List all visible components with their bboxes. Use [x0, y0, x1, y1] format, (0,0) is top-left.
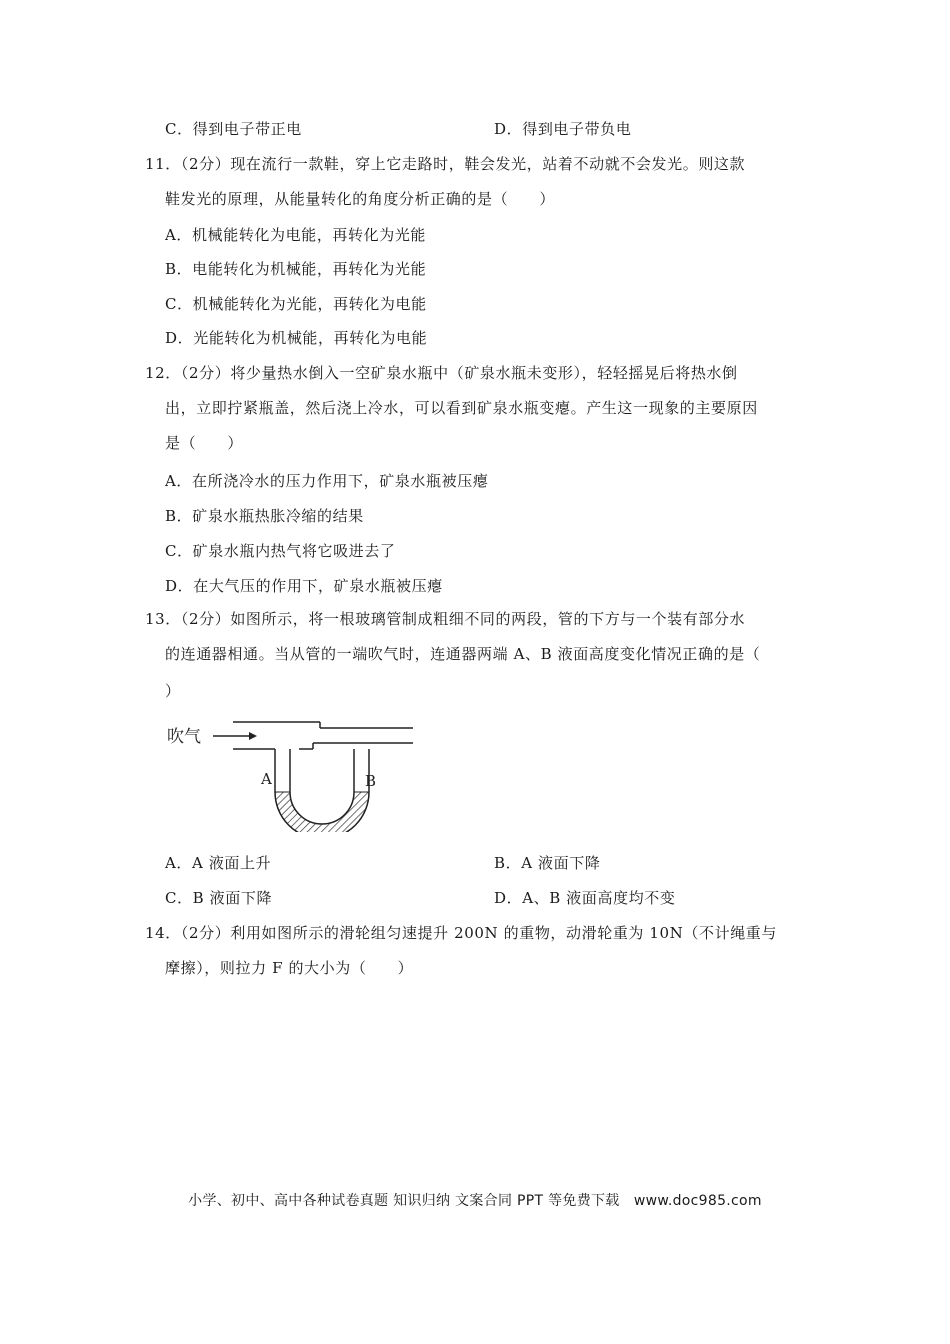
- footer-text: 小学、初中、高中各种试卷真题 知识归纳 文案合同 PPT 等免费下载 www.doc985.com: [188, 1193, 762, 1209]
- label-b: B: [365, 772, 377, 790]
- q13-option-d: D．A、B 液面高度均不变: [494, 889, 676, 907]
- q10-option-d: D．得到电子带负电: [494, 120, 632, 138]
- q13-figure-tube: [165, 712, 425, 832]
- q11-stem-line2: 鞋发光的原理，从能量转化的角度分析正确的是（ ）: [165, 190, 556, 208]
- label-a: A: [261, 770, 272, 788]
- q11-option-a: A．机械能转化为电能，再转化为光能: [165, 226, 427, 244]
- q13-stem-line3: ）: [165, 682, 181, 700]
- q11-stem-line1: 11．（2分）现在流行一款鞋，穿上它走路时，鞋会发光，站着不动就不会发光。则这款: [145, 155, 746, 173]
- q10-option-c: C．得到电子带正电: [165, 120, 302, 138]
- q12-option-a: A．在所浇冷水的压力作用下，矿泉水瓶被压瘪: [165, 472, 489, 490]
- blow-arrow-icon: [213, 732, 257, 740]
- q13-option-a: A．A 液面上升: [165, 854, 272, 872]
- q14-stem-line2: 摩擦），则拉力 F 的大小为（ ）: [165, 959, 414, 977]
- q12-stem-line3: 是（ ）: [165, 434, 244, 452]
- q12-option-c: C．矿泉水瓶内热气将它吸进去了: [165, 542, 396, 560]
- q11-option-c: C．机械能转化为光能，再转化为电能: [165, 295, 427, 313]
- q13-option-b: B．A 液面下降: [494, 854, 601, 872]
- q12-stem-line2: 出，立即拧紧瓶盖，然后浇上冷水，可以看到矿泉水瓶变瘪。产生这一现象的主要原因: [165, 399, 758, 417]
- q12-stem-line1: 12．（2分）将少量热水倒入一空矿泉水瓶中（矿泉水瓶未变形），轻轻摇晃后将热水倒: [145, 364, 738, 382]
- q12-option-b: B．矿泉水瓶热胀冷缩的结果: [165, 507, 364, 525]
- q12-option-d: D．在大气压的作用下，矿泉水瓶被压瘪: [165, 577, 443, 595]
- q14-stem-line1: 14．（2分）利用如图所示的滑轮组匀速提升 200N 的重物，动滑轮重为 10N（不计绳重与: [145, 924, 778, 942]
- q11-option-b: B．电能转化为机械能，再转化为光能: [165, 260, 427, 278]
- q13-option-c: C．B 液面下降: [165, 889, 273, 907]
- q13-stem-line2: 的连通器相通。当从管的一端吹气时，连通器两端 A、B 液面高度变化情况正确的是（: [165, 645, 761, 663]
- horizontal-tube: [233, 722, 413, 749]
- u-tube: [275, 749, 369, 832]
- q13-stem-line1: 13．（2分）如图所示，将一根玻璃管制成粗细不同的两段，管的下方与一个装有部分水: [145, 610, 746, 628]
- blow-label: 吹气: [167, 727, 201, 747]
- q11-option-d: D．光能转化为机械能，再转化为电能: [165, 329, 428, 347]
